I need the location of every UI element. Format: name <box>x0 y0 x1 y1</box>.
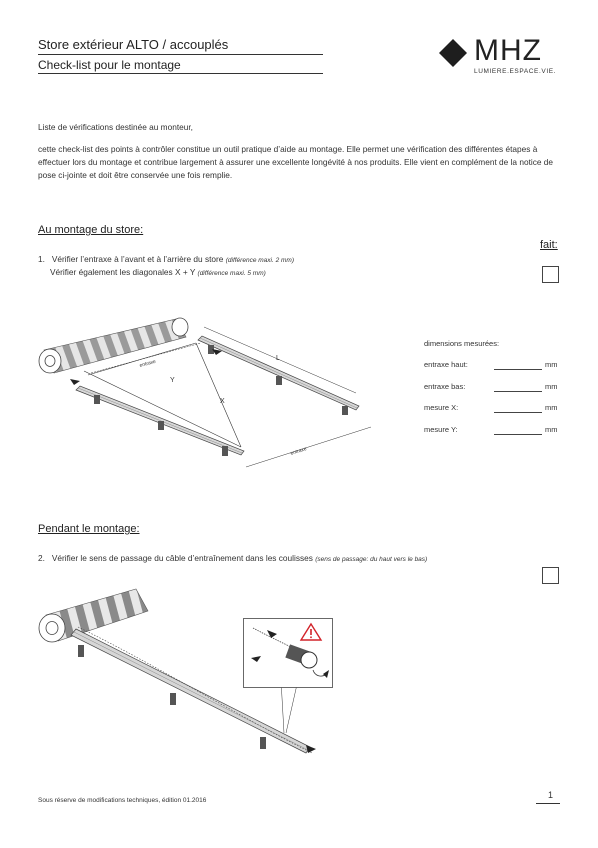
item-note: (différence maxi. 2 mm) <box>225 257 294 264</box>
measure-unit: mm <box>545 425 558 434</box>
item-number: 1. <box>38 254 45 264</box>
measure-label: mesure Y: <box>424 425 458 434</box>
measure-input-line[interactable] <box>494 412 542 413</box>
label-entraxe-top: entraxe <box>138 358 157 369</box>
measure-label: entraxe haut: <box>424 360 468 369</box>
measure-label: entraxe bas: <box>424 382 466 391</box>
measure-unit: mm <box>545 360 558 369</box>
document-subtitle: Check-list pour le montage <box>38 58 181 72</box>
measures-title: dimensions mesurées: <box>424 339 500 348</box>
measure-input-line[interactable] <box>494 369 542 370</box>
label-entraxe-side: entraxe <box>289 446 308 457</box>
intro-line: Liste de vérifications destinée au monteur, <box>38 122 193 132</box>
subtitle-rule <box>38 73 323 74</box>
item-note: (sens de passage: du haut vers le bas) <box>315 556 428 563</box>
label-l: L <box>276 355 280 362</box>
logo-tagline: LUMIERE.ESPACE.VIE. <box>474 68 557 75</box>
checklist-item-1 <box>38 253 294 267</box>
label-x: X <box>220 398 225 405</box>
item-text: Vérifier le sens de passage du câble d’entraînement dans les coulisses <box>51 553 313 563</box>
measure-input-line[interactable] <box>494 391 542 392</box>
diamond-icon <box>438 38 468 68</box>
measure-unit: mm <box>545 382 558 391</box>
logo-wordmark: MHZ <box>474 34 542 67</box>
measure-input-line[interactable] <box>494 434 542 435</box>
page-number: 1 <box>548 790 554 800</box>
checkbox-item-1[interactable] <box>542 266 559 283</box>
cable-detail-inset <box>243 618 333 688</box>
checklist-item-1b <box>50 266 266 280</box>
page-number-rule <box>536 803 560 804</box>
item-text-b: Vérifier également les diagonales X + Y <box>50 267 196 277</box>
footer-note: Sous réserve de modifications techniques, édition 01.2016 <box>38 797 207 804</box>
awning-frame-diagram <box>36 315 386 480</box>
mhz-logo <box>438 36 563 80</box>
checkbox-item-2[interactable] <box>542 567 559 584</box>
checklist-item-2 <box>38 552 427 566</box>
item-note-b: (différence maxi. 5 mm) <box>197 270 266 277</box>
title-rule <box>38 54 323 55</box>
section-heading-during-mounting: Pendant le montage: <box>38 523 140 535</box>
item-text: Vérifier l’entraxe à l’avant et à l’arrière du store <box>51 254 224 264</box>
section-heading-mounting: Au montage du store: <box>38 224 144 236</box>
measure-label: mesure X: <box>424 403 459 412</box>
label-y: Y <box>170 377 175 384</box>
intro-paragraph: cette check-list des points à contrôler constitue un outil pratique d’aide au montage. Elle permet une vérification des différentes étapes à effectuer lors du montage et contribue largement à assurer une excellente longévité à nos produits. Elle vient en complément de la notice de pose ci-jointe et doit être conservée une fois remplie. <box>38 144 554 180</box>
done-column-label: fait: <box>540 239 558 251</box>
measure-unit: mm <box>545 403 558 412</box>
document-title: Store extérieur ALTO / accouplés <box>38 37 229 52</box>
item-number: 2. <box>38 553 45 563</box>
